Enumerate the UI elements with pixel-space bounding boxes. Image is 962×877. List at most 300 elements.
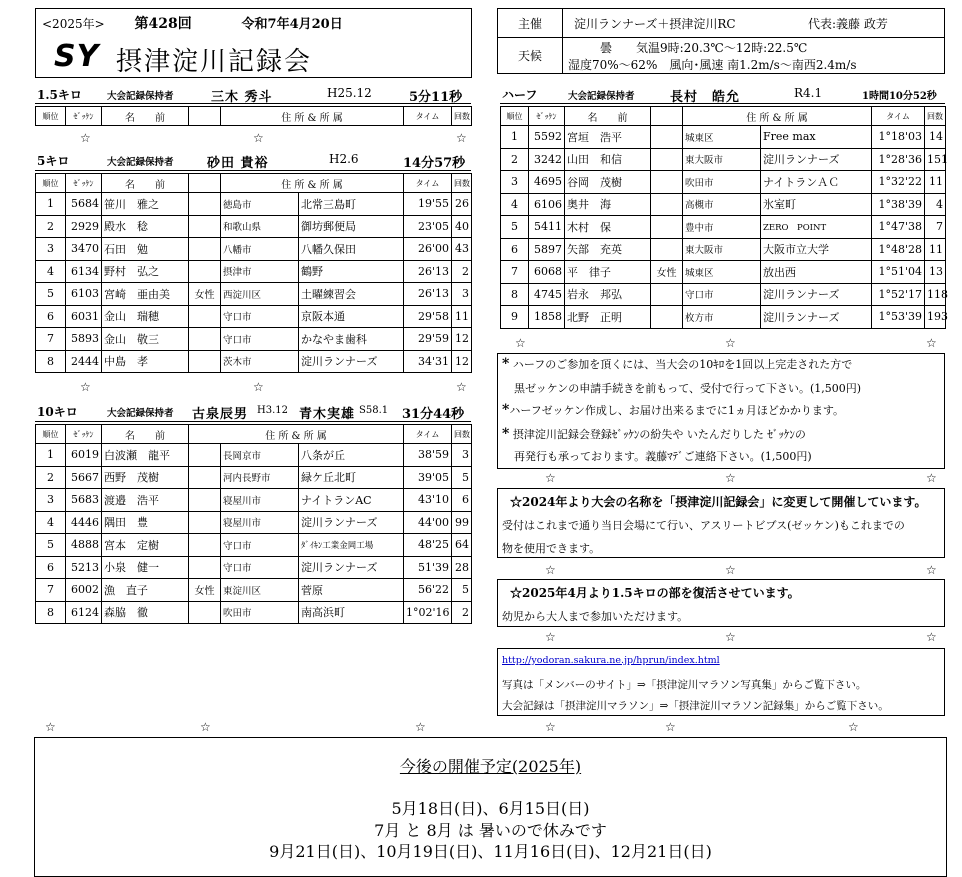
name-cell: 平 律子 [565,261,651,284]
count-cell: 193 [925,306,946,329]
time-cell: 26'13 [404,283,452,306]
half-record-label: 大会記録保持者 [568,91,635,102]
club-cell: 淀川ランナーズ [761,283,872,306]
note-2: ハーフゼッケン作成し、お届け出来るまでに1ヵ月ほどかかります。 [509,404,845,417]
schedule-line-1: 5月18日(日)、6月15日(日) [391,799,590,818]
note-1a: ハーフのご参加を頂くには、当大会の10ｷﾛを1回以上完走された方で [512,358,853,371]
sec10-year-2: S58.1 [359,405,389,416]
schedule-box [34,737,947,877]
club-cell: 放出西 [761,261,872,284]
table-row [501,126,946,149]
year-tag: <2025年> [42,17,105,31]
half-record-time: 1時間10分52秒 [862,91,937,102]
club-cell: 氷室町 [761,193,872,216]
gender-cell: 女性 [651,261,683,284]
name-cell: 谷岡 茂樹 [565,171,651,194]
city-cell: 守口市 [683,283,761,306]
gender-cell [189,350,221,373]
time-cell: 48'25 [404,534,452,557]
time-cell: 26'13 [404,260,452,283]
sec10-year-1: H3.12 [257,405,288,416]
photo-instructions: 写真は「メンバーのサイト」⇒「摂津淀川マラソン写真集」からご覧下さい。 [502,679,867,691]
name-cell: 漁 直子 [102,579,189,602]
star-divider: ☆ [456,380,467,394]
gender-cell [651,238,683,261]
table-row [36,238,472,261]
bib-cell: 4446 [66,511,102,534]
city-cell: 八幡市 [221,238,299,261]
rank-cell: 5 [36,534,66,557]
rank-cell: 9 [501,306,529,329]
table-header-row: 順位 ｾﾞｯｹﾝ 名 前 住 所 & 所 属 タイム 回数 [36,107,472,126]
club-cell: Free max [761,126,872,149]
weather-label: 天候 [517,49,542,63]
table-row [36,328,472,351]
table-header-row: 順位 ｾﾞｯｹﾝ 名 前 住 所 & 所 属 タイム 回数 [36,174,472,193]
representative: 代表:義藤 政芳 [808,17,888,31]
gender-cell [189,305,221,328]
star-divider: ☆ [415,720,426,734]
schedule-title: 今後の開催予定(2025年) [399,757,582,776]
rank-cell: 3 [36,489,66,512]
club-cell: 淀川ランナーズ [761,148,872,171]
time-cell: 1°38'39 [872,193,925,216]
bib-cell: 6031 [66,305,102,328]
table-row [36,511,472,534]
bib-cell: 6106 [529,193,565,216]
time-cell: 23'05 [404,215,452,238]
rank-cell: 4 [501,193,529,216]
name-cell: 宮本 定樹 [102,534,189,557]
gender-cell [189,260,221,283]
bib-cell: 6019 [66,444,102,467]
club-cell: 淀川ランナーズ [299,556,404,579]
table-header-row: 順位 ｾﾞｯｹﾝ 名 前 住 所 & 所 属 タイム 回数 [36,425,472,444]
sec5-distance: 5キロ [37,154,70,168]
city-cell: 徳島市 [221,193,299,216]
table-row [36,444,472,467]
record-instructions: 大会記録は「摂津淀川マラソン」⇒「摂津淀川マラソン記録集」からご覧下さい。 [502,700,889,712]
sec5-header [37,152,469,170]
bib-cell: 5897 [529,238,565,261]
sec15-record-label: 大会記録保持者 [107,91,174,102]
rank-cell: 6 [36,305,66,328]
gender-cell: 女性 [189,283,221,306]
links-box [497,648,945,716]
city-cell: 城東区 [683,126,761,149]
city-cell: 和歌山県 [221,215,299,238]
table-row [501,306,946,329]
gender-cell [189,238,221,261]
rename-notice-title: ☆2024年より大会の名称を「摂津淀川記録会」に変更して開催しています。 [510,495,927,509]
table-row [36,283,472,306]
site-link[interactable]: http://yodoran.sakura.ne.jp/hprun/index.html [502,655,720,666]
table-row [501,216,946,239]
time-cell: 1°47'38 [872,216,925,239]
club-cell: かなやま歯科 [299,328,404,351]
count-cell: 118 [925,283,946,306]
count-cell: 3 [452,444,472,467]
name-cell: 西野 茂樹 [102,466,189,489]
rank-cell: 6 [501,238,529,261]
rank-cell: 2 [501,148,529,171]
name-cell: 石田 勉 [102,238,189,261]
title-box [35,8,472,78]
club-cell: 北常三島町 [299,193,404,216]
bib-cell: 5213 [66,556,102,579]
count-cell: 2 [452,260,472,283]
count-cell: 12 [452,350,472,373]
name-cell: 笹川 雅之 [102,193,189,216]
time-cell: 1°53'39 [872,306,925,329]
name-cell: 宮垣 浩平 [565,126,651,149]
city-cell: 長岡京市 [221,444,299,467]
time-cell: 1°18'03 [872,126,925,149]
sec5-holder: 砂田 貴裕 [207,156,269,171]
gender-cell [651,126,683,149]
star-divider: ☆ [848,720,859,734]
city-cell: 河内長野市 [221,466,299,489]
rank-cell: 3 [36,238,66,261]
bib-cell: 5592 [529,126,565,149]
star-divider: ☆ [725,336,736,350]
club-cell: 御坊郵便局 [299,215,404,238]
rename-notice-line-1: 受付はこれまで通り当日会場にて行い、アスリートビブス(ゼッケン)もこれまでの [502,519,905,532]
time-cell: 1°51'04 [872,261,925,284]
city-cell: 守口市 [221,556,299,579]
city-cell: 東大阪市 [683,148,761,171]
count-cell: 12 [452,328,472,351]
rank-cell: 5 [36,283,66,306]
rank-cell: 7 [36,579,66,602]
club-cell: 大阪市立大学 [761,238,872,261]
time-cell: 39'05 [404,466,452,489]
count-cell: 4 [925,193,946,216]
count-cell: 99 [452,511,472,534]
time-cell: 34'31 [404,350,452,373]
sec5-year: H2.6 [329,152,359,166]
gender-cell [189,489,221,512]
star-divider: ☆ [80,380,91,394]
gender-cell [189,328,221,351]
sec10-holder-1: 古泉辰男 [192,407,249,422]
bib-cell: 2444 [66,350,102,373]
rank-cell: 8 [36,350,66,373]
time-cell: 29'58 [404,305,452,328]
city-cell: 吹田市 [683,171,761,194]
time-cell: 1°48'28 [872,238,925,261]
count-cell: 43 [452,238,472,261]
city-cell: 東大阪市 [683,238,761,261]
city-cell: 枚方市 [683,306,761,329]
time-cell: 1°28'36 [872,148,925,171]
star-divider: ☆ [926,563,937,577]
rank-cell: 5 [501,216,529,239]
gender-cell [651,216,683,239]
count-cell: 11 [452,305,472,328]
time-cell: 51'39 [404,556,452,579]
half-distance: ハーフ [502,88,538,102]
half-notes-box: * ハーフのご参加を頂くには、当大会の10ｷﾛを1回以上完走された方で 黒ゼッケンの申請手続きを前もって、受付で行って下さい。(1,500円) *ハーフゼッケン作成し、お届け出来るまでに1ヵ月ほどかかります。 * 摂津淀川記録会登録ｾﾞｯｹﾝの紛失や いたんだりした ｾﾞｯｹﾝの 再発行も承っております。義藤ﾏﾃﾞご連絡下さい。(1,500円) [497,353,945,469]
sec15-table [35,106,472,126]
table-header-row: 順位 ｾﾞｯｹﾝ 名 前 住 所 & 所 属 タイム 回数 [501,107,946,126]
city-cell: 守口市 [221,328,299,351]
city-cell: 東淀川区 [221,579,299,602]
sy-logo: SY [54,39,100,74]
name-cell: 木村 保 [565,216,651,239]
club-cell: 淀川ランナーズ [299,350,404,373]
table-row [501,148,946,171]
club-cell: ﾀﾞｲｷﾝ工業金岡工場 [299,534,404,557]
time-cell: 19'55 [404,193,452,216]
club-cell: 南高浜町 [299,601,404,624]
name-cell: 北野 正明 [565,306,651,329]
city-cell: 摂津市 [221,260,299,283]
name-cell: 中島 孝 [102,350,189,373]
rank-cell: 8 [501,283,529,306]
count-cell: 14 [925,126,946,149]
club-cell: ナイトランAC [299,489,404,512]
table-row [36,350,472,373]
rank-cell: 3 [501,171,529,194]
name-cell: 山田 和信 [565,148,651,171]
table-row [501,261,946,284]
sec15-year: H25.12 [327,86,372,100]
rank-cell: 1 [36,444,66,467]
half-table [500,106,946,329]
club-cell: 八条が丘 [299,444,404,467]
time-cell: 1°02'16 [404,601,452,624]
time-cell: 1°52'17 [872,283,925,306]
city-cell: 城東区 [683,261,761,284]
table-row [36,579,472,602]
count-cell: 6 [452,489,472,512]
note-3b: 再発行も承っております。義藤ﾏﾃﾞご連絡下さい。(1,500円) [514,450,812,463]
bib-cell: 6068 [529,261,565,284]
city-cell: 守口市 [221,534,299,557]
name-cell: 野村 弘之 [102,260,189,283]
sec10-distance: 10キロ [37,405,78,419]
club-cell: 菅原 [299,579,404,602]
club-cell: 八幡久保田 [299,238,404,261]
gender-cell [189,556,221,579]
bib-cell: 5411 [529,216,565,239]
count-cell: 11 [925,171,946,194]
rank-cell: 8 [36,601,66,624]
edition-number: 第428回 [134,16,192,32]
star-divider: ☆ [80,131,91,145]
name-cell: 殿水 稔 [102,215,189,238]
count-cell: 64 [452,534,472,557]
host-value: 淀川ランナーズ＋摂津淀川RC [574,17,736,31]
sec10-header [37,403,469,421]
gender-cell [189,193,221,216]
table-row [36,556,472,579]
edition-line [42,13,389,33]
time-cell: 1°32'22 [872,171,925,194]
table-row [501,193,946,216]
name-cell: 金山 敬三 [102,328,189,351]
city-cell: 寝屋川市 [221,511,299,534]
table-row [501,283,946,306]
count-cell: 13 [925,261,946,284]
name-cell: 渡邉 浩平 [102,489,189,512]
star-divider: ☆ [545,720,556,734]
club-cell: 淀川ランナーズ [761,306,872,329]
gender-cell [189,511,221,534]
rename-notice-line-2: 物を使用できます。 [502,542,601,555]
name-cell: 森脇 徹 [102,601,189,624]
table-row [36,534,472,557]
bib-cell: 3470 [66,238,102,261]
rank-cell: 2 [36,215,66,238]
star-divider: ☆ [253,380,264,394]
sec15-record-time: 5分11秒 [409,90,463,105]
gender-cell [189,466,221,489]
city-cell: 西淀川区 [221,283,299,306]
star-divider: ☆ [456,131,467,145]
club-cell: 鶴野 [299,260,404,283]
time-cell: 29'59 [404,328,452,351]
club-cell: 緑ケ丘北町 [299,466,404,489]
half-header [502,86,944,104]
bib-cell: 4695 [529,171,565,194]
revival-notice-box [497,579,945,627]
info-box: 主催 淀川ランナーズ＋摂津淀川RC 代表:義藤 政芳 天候 曇 気温9時:20.3℃～12時:22.5℃ 湿度70%～62% 風向･風速 南1.2m/s～南西2.4m/s [497,8,945,74]
note-3a: 摂津淀川記録会登録ｾﾞｯｹﾝの紛失や いたんだりした ｾﾞｯｹﾝの [512,428,806,441]
name-cell: 白波瀬 龍平 [102,444,189,467]
name-cell: 小泉 健一 [102,556,189,579]
gender-cell [651,148,683,171]
revival-notice-line-1: 幼児から大人まで参加いただけます。 [502,610,689,623]
gender-cell [189,534,221,557]
table-row [36,489,472,512]
rank-cell: 7 [36,328,66,351]
table-row [36,601,472,624]
star-divider: ☆ [515,336,526,350]
star-divider: ☆ [926,336,937,350]
club-cell: ZERO POINT [761,216,872,239]
count-cell: 151 [925,148,946,171]
name-cell: 宮崎 亜由美 [102,283,189,306]
gender-cell: 女性 [189,579,221,602]
half-holder: 長村 皓允 [670,90,741,105]
rank-cell: 7 [501,261,529,284]
name-cell: 矢部 充英 [565,238,651,261]
bib-cell: 6002 [66,579,102,602]
time-cell: 44'00 [404,511,452,534]
count-cell: 11 [925,238,946,261]
sec10-record-time: 31分44秒 [402,407,465,422]
count-cell: 2 [452,601,472,624]
gender-cell [189,444,221,467]
count-cell: 28 [452,556,472,579]
time-cell: 56'22 [404,579,452,602]
sec10-holder-2: 青木実雄 [299,407,356,422]
star-divider: ☆ [926,471,937,485]
sec10-record-label: 大会記録保持者 [107,408,174,419]
bib-cell: 6134 [66,260,102,283]
count-cell: 5 [452,579,472,602]
rank-cell: 4 [36,260,66,283]
table-row [501,238,946,261]
sec15-header [37,86,469,104]
club-cell: 京阪本通 [299,305,404,328]
star-divider: ☆ [725,630,736,644]
star-divider: ☆ [926,630,937,644]
bib-cell: 3242 [529,148,565,171]
time-cell: 38'59 [404,444,452,467]
bib-cell: 6103 [66,283,102,306]
bib-cell: 6124 [66,601,102,624]
gender-cell [189,601,221,624]
star-divider: ☆ [45,720,56,734]
sec10-table [35,424,472,624]
event-date: 令和7年4月20日 [241,17,343,32]
half-year: R4.1 [794,86,823,100]
name-cell: 岩永 邦弘 [565,283,651,306]
count-cell: 3 [452,283,472,306]
bib-cell: 5684 [66,193,102,216]
table-row [36,260,472,283]
gender-cell [189,215,221,238]
club-cell: 土曜練習会 [299,283,404,306]
star-divider: ☆ [253,131,264,145]
rank-cell: 1 [36,193,66,216]
rank-cell: 2 [36,466,66,489]
rank-cell: 6 [36,556,66,579]
table-row [36,193,472,216]
table-row [36,466,472,489]
bib-cell: 5667 [66,466,102,489]
table-row [501,171,946,194]
star-divider: ☆ [200,720,211,734]
page-title: 摂津淀川記録会 [116,47,313,77]
star-divider: ☆ [545,471,556,485]
schedule-line-3: 9月21日(日)、10月19日(日)、11月16日(日)、12月21日(日) [269,842,712,861]
star-divider: ☆ [545,630,556,644]
rank-cell: 4 [36,511,66,534]
star-divider: ☆ [725,563,736,577]
bib-cell: 5683 [66,489,102,512]
time-cell: 26'00 [404,238,452,261]
count-cell: 7 [925,216,946,239]
table-row [36,215,472,238]
city-cell: 高槻市 [683,193,761,216]
city-cell: 茨木市 [221,350,299,373]
schedule-line-2: 7月 と 8月 は 暑いので休みです [374,821,607,840]
name-cell: 金山 瑞穂 [102,305,189,328]
count-cell: 26 [452,193,472,216]
star-divider: ☆ [545,563,556,577]
bib-cell: 1858 [529,306,565,329]
rank-cell: 1 [501,126,529,149]
sec5-record-label: 大会記録保持者 [107,157,174,168]
sec15-distance: 1.5キロ [37,88,82,102]
count-cell: 5 [452,466,472,489]
sec5-record-time: 14分57秒 [403,156,466,171]
note-1b: 黒ゼッケンの申請手続きを前もって、受付で行って下さい。(1,500円) [514,382,862,395]
time-cell: 43'10 [404,489,452,512]
star-divider: ☆ [725,471,736,485]
table-row [36,305,472,328]
name-cell: 奥井 海 [565,193,651,216]
rename-notice-box [497,488,945,558]
city-cell: 守口市 [221,305,299,328]
bib-cell: 2929 [66,215,102,238]
count-cell: 40 [452,215,472,238]
sec15-holder: 三木 秀斗 [211,90,273,105]
